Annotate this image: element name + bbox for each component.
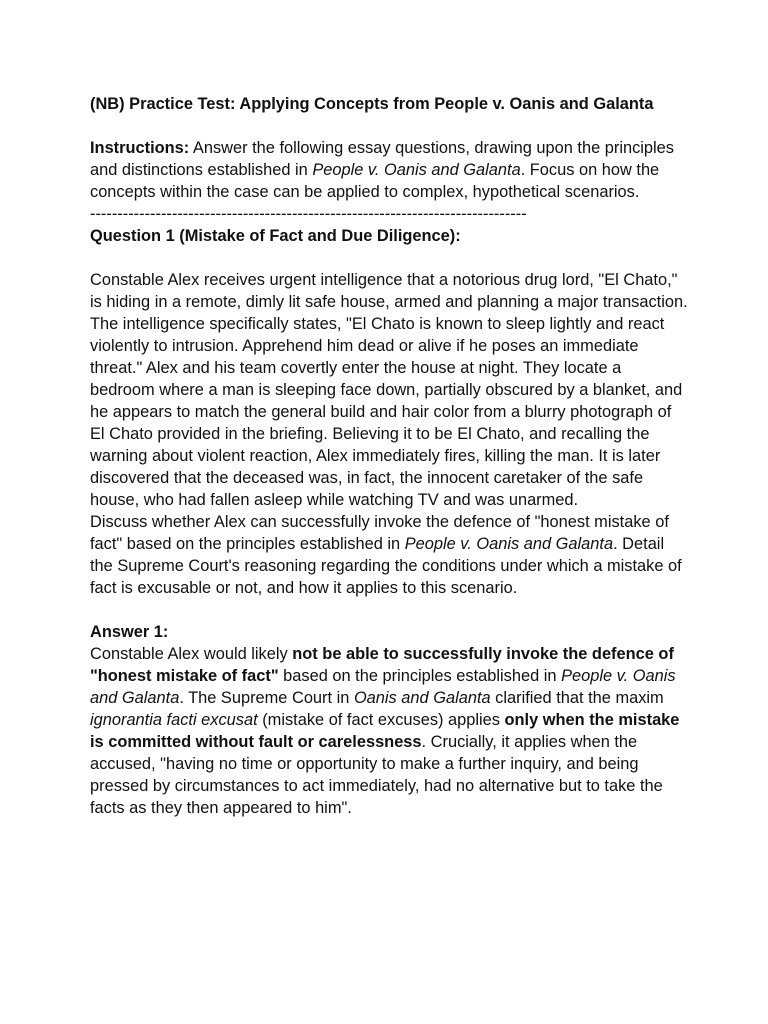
latin-maxim: ignorantia facti excusat	[90, 711, 258, 729]
spacer	[90, 247, 690, 269]
document-page	[90, 93, 690, 819]
answer-1-heading: Answer 1:	[90, 623, 169, 641]
instructions-paragraph	[90, 137, 690, 203]
answer-text: . Crucially, it applies when the accused, "having no time or opportunity to make a further inquiry, and being pressed by circumstances to act immediately, had no alternative but to take the facts as they then appeared to him".	[90, 733, 663, 817]
instructions-text-end: . Focus on how the concepts within the case can be applied to complex, hypothetical scenarios.	[90, 161, 660, 201]
spacer	[90, 115, 690, 137]
answer-text: (mistake of fact excuses) applies	[257, 711, 505, 729]
answer-text: based on the principles established in	[278, 667, 562, 685]
answer-emphasis: not be able to successfully invoke the defence of "honest mistake of fact"	[90, 645, 674, 685]
answer-case-name: People v. Oanis and Galanta	[90, 667, 676, 707]
answer-emphasis: only when the mistake is committed without fault or carelessness	[90, 711, 680, 751]
section-divider: --------------------------------------------------------------------------------	[90, 205, 527, 223]
prompt-text-end: . Detail the Supreme Court's reasoning regarding the conditions under which a mistake of fact is excusable or not, and how it applies to this scenario.	[90, 535, 682, 597]
question-1-heading: Question 1 (Mistake of Fact and Due Diligence):	[90, 227, 461, 245]
prompt-text: Discuss whether Alex can successfully invoke the defence of "honest mistake of fact" based on the principles established in	[90, 513, 669, 553]
prompt-case-name: People v. Oanis and Galanta	[404, 535, 614, 553]
document-title: (NB) Practice Test: Applying Concepts from People v. Oanis and Galanta	[90, 95, 654, 113]
spacer	[90, 599, 690, 621]
answer-text: Constable Alex would likely	[90, 645, 293, 663]
case-name: People v. Oanis and Galanta	[312, 161, 521, 179]
answer-text: . The Supreme Court in	[179, 689, 354, 707]
instructions-label: Instructions:	[90, 139, 190, 157]
answer-case-short-name: Oanis and Galanta	[353, 689, 491, 707]
instructions-text: Answer the following essay questions, drawing upon the principles and distinctions established in	[90, 139, 674, 179]
answer-text: clarified that the maxim	[490, 689, 664, 707]
question-1-scenario: Constable Alex receives urgent intelligence that a notorious drug lord, "El Chato," is hiding in a remote, dimly lit safe house, armed and planning a major transaction. The intelligence specifically states, "El Chato is known to sleep lightly and react violently to intrusion. Apprehend him dead or alive if he poses an immediate threat." Alex and his team covertly enter the house at night. They locate a bedroom where a man is sleeping face down, partially obscured by a blanket, and he appears to match the general build and hair color from a blurry photograph of El Chato provided in the briefing. Believing it to be El Chato, and recalling the warning about violent reaction, Alex immediately fires, killing the man. It is later discovered that the deceased was, in fact, the innocent caretaker of the safe house, who had fallen asleep while watching TV and was unarmed.	[90, 271, 688, 509]
question-1-prompt	[90, 511, 690, 599]
answer-1-paragraph	[90, 643, 690, 819]
